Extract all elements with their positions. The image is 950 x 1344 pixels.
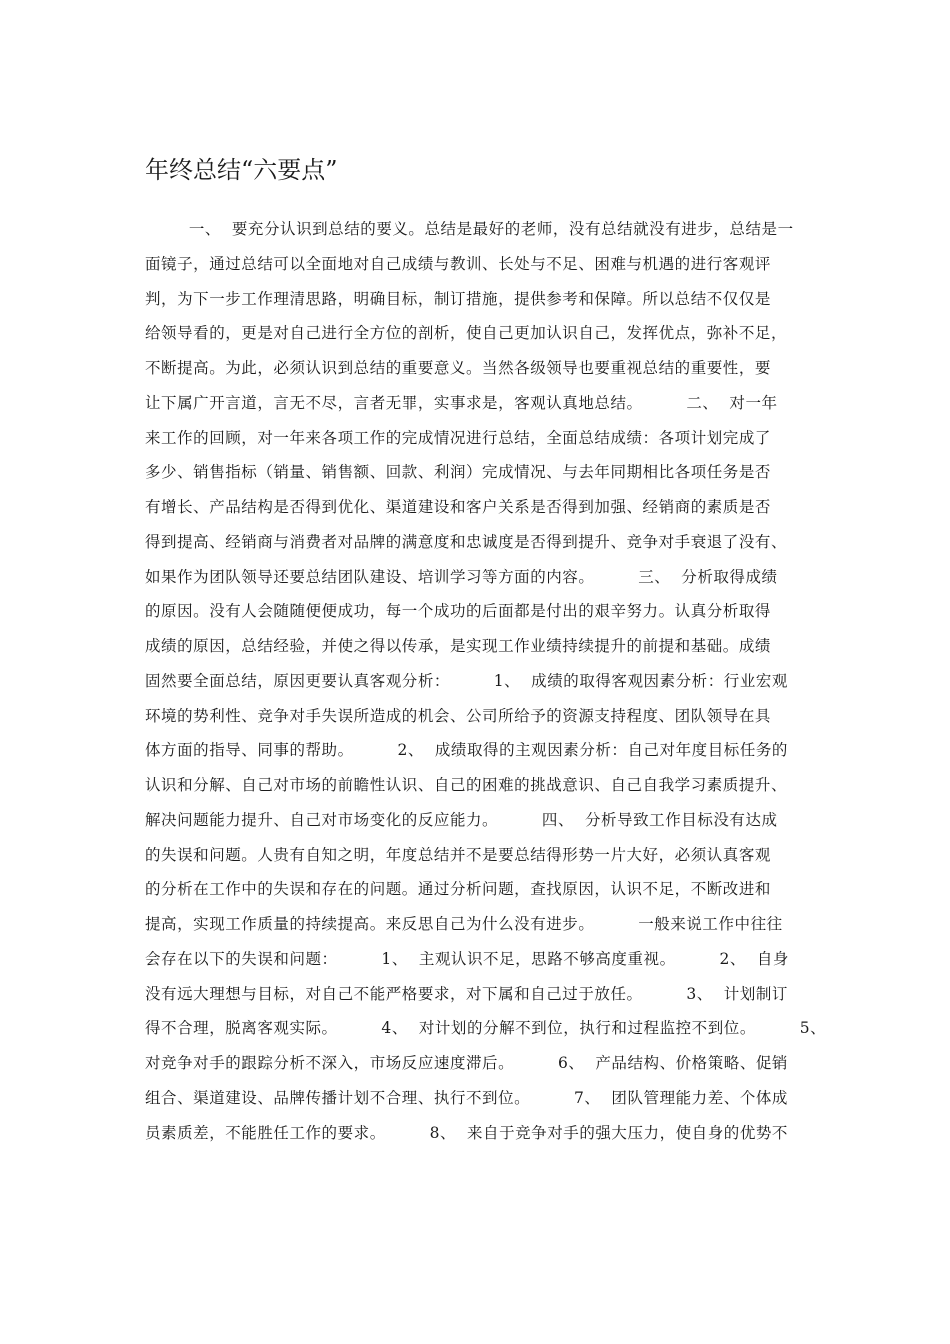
- body-line: 让下属广开言道，言无不尽，言者无罪，实事求是，客观认真地总结。 二、 对一年: [145, 393, 778, 412]
- body-line: 体方面的指导、同事的帮助。 2、 成绩取得的主观因素分析：自己对年度目标任务的: [145, 741, 788, 760]
- body-line: 组合、渠道建设、品牌传播计划不合理、执行不到位。 7、 团队管理能力差、个体成: [145, 1088, 788, 1107]
- body-line: 没有远大理想与目标，对自己不能严格要求，对下属和自己过于放任。 3、 计划制订: [145, 984, 788, 1003]
- body-line: 来工作的回顾，对一年来各项工作的完成情况进行总结，全面总结成绩：各项计划完成了: [145, 428, 771, 447]
- body-line: 固然要全面总结，原因更要认真客观分析： 1、 成绩的取得客观因素分析：行业宏观: [145, 671, 788, 690]
- body-line: 面镜子，通过总结可以全面地对自己成绩与教训、长处与不足、困难与机遇的进行客观评: [145, 254, 771, 273]
- body-line: 不断提高。为此，必须认识到总结的重要意义。当然各级领导也要重视总结的重要性，要: [145, 359, 771, 377]
- body-line: 的失误和问题。人贵有自知之明，年度总结并不是要总结得形势一片大好，必须认真客观: [145, 845, 771, 864]
- body-line: 给领导看的，更是对自己进行全方位的剖析，使自己更加认识自己，发挥优点，弥补不足，: [145, 324, 788, 343]
- document-title: 年终总结“六要点”: [145, 156, 338, 184]
- body-line: 得不合理，脱离客观实际。 4、 对计划的分解不到位，执行和过程监控不到位。 5、: [145, 1019, 827, 1038]
- body-line: 会存在以下的失误和问题： 1、 主观认识不足，思路不够高度重视。 2、 自身: [145, 949, 789, 968]
- body-line: 得到提高、经销商与消费者对品牌的满意度和忠诚度是否得到提升、竞争对手衰退了没有、: [145, 532, 788, 551]
- body-line: 的原因。没有人会随随便便成功，每一个成功的后面都是付出的艰辛努力。认真分析取得: [145, 602, 771, 621]
- body-line: 的分析在工作中的失误和存在的问题。通过分析问题，查找原因，认识不足，不断改进和: [145, 880, 771, 899]
- body-line: 提高，实现工作质量的持续提高。来反思自己为什么没有进步。 一般来说工作中往往: [145, 915, 783, 933]
- document-body: [145, 212, 827, 1150]
- body-line: 认识和分解、自己对市场的前瞻性认识、自己的困难的挑战意识、自己自我学习素质提升、: [145, 776, 788, 794]
- body-line: 有增长、产品结构是否得到优化、渠道建设和客户关系是否得到加强、经销商的素质是否: [145, 498, 771, 516]
- body-line: 解决问题能力提升、自己对市场变化的反应能力。 四、 分析导致工作目标没有达成: [145, 810, 778, 829]
- body-line: 环境的势利性、竞争对手失误所造成的机会、公司所给予的资源支持程度、团队领导在具: [145, 706, 771, 725]
- body-line: 多少、销售指标（销量、销售额、回款、利润）完成情况、与去年同期相比各项任务是否: [145, 463, 771, 482]
- body-line: 一、 要充分认识到总结的要义。总结是最好的老师，没有总结就没有进步，总结是一: [145, 220, 794, 238]
- body-line: 如果作为团队领导还要总结团队建设、培训学习等方面的内容。 三、 分析取得成绩: [145, 567, 778, 586]
- body-line: 判，为下一步工作理清思路，明确目标，制订措施，提供参考和保障。所以总结不仅仅是: [145, 289, 771, 308]
- body-line: 成绩的原因，总结经验，并使之得以传承，是实现工作业绩持续提升的前提和基础。成绩: [145, 637, 771, 655]
- body-line: 对竞争对手的跟踪分析不深入，市场反应速度滞后。 6、 产品结构、价格策略、促销: [145, 1054, 788, 1072]
- body-line: 员素质差，不能胜任工作的要求。 8、 来自于竞争对手的强大压力，使自身的优势不: [145, 1123, 788, 1142]
